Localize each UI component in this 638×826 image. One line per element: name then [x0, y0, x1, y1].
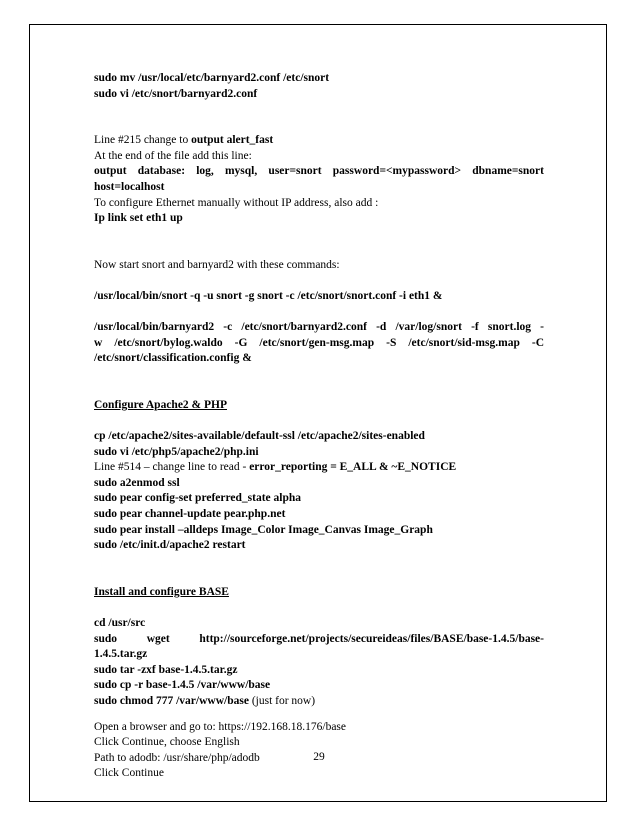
instruction-choose-english: Click Continue, choose English [94, 736, 240, 749]
cmd-pear-channel-update: sudo pear channel-update pear.php.net [94, 508, 286, 521]
cmd-mv-barnyard-conf: sudo mv /usr/local/etc/barnyard2.conf /etc/snort [94, 72, 330, 84]
heading-install-base: Install and configure BASE [94, 585, 229, 598]
instruction-adodb-path: Path to adodb: /usr/share/php/adodb [94, 751, 260, 764]
cmd-apache-restart: sudo /etc/init.d/apache2 restart [94, 539, 246, 552]
cmd-pear-config: sudo pear config-set preferred_state alpha [94, 492, 301, 505]
cmd-a2enmod: sudo a2enmod ssl [94, 476, 180, 489]
cmd-barnyard2-part3: /etc/snort/classification.config & [94, 352, 252, 365]
instruction-line-514: Line #514 – change line to read - error_reporting = E_ALL & ~E_NOTICE [94, 461, 457, 474]
cmd-barnyard2-part2: w /etc/snort/bylog.waldo -G /etc/snort/gen-msg.map -S /etc/snort/sid-msg.map -C [94, 336, 544, 349]
cmd-cp-default-ssl: cp /etc/apache2/sites-available/default-ssl /etc/apache2/sites-enabled [94, 430, 425, 443]
cmd-snort: /usr/local/bin/snort -q -u snort -g snort -c /etc/snort/snort.conf -i eth1 & [94, 289, 443, 302]
cmd-vi-php-ini: sudo vi /etc/php5/apache2/php.ini [94, 445, 259, 458]
instruction-line-215: Line #215 change to output alert_fast [94, 134, 274, 147]
instruction-ethernet: To configure Ethernet manually without IP address, also add : [94, 196, 379, 209]
document-body [94, 71, 544, 782]
cmd-wget-base-cont: 1.4.5.tar.gz [94, 648, 148, 661]
config-output-database: output database: log, mysql, user=snort password=<mypassword> dbname=snort [94, 165, 544, 178]
cmd-ip-link: Ip link set eth1 up [94, 212, 183, 225]
cmd-chmod-base: sudo chmod 777 /var/www/base (just for now) [94, 695, 316, 707]
instruction-open-browser: Open a browser and go to: https://192.168.18.176/base [94, 720, 347, 733]
config-host: host=localhost [94, 180, 165, 193]
instruction-click-continue: Click Continue [94, 767, 164, 780]
cmd-cp-base: sudo cp -r base-1.4.5 /var/www/base [94, 679, 271, 692]
cmd-vi-barnyard-conf: sudo vi /etc/snort/barnyard2.conf [94, 87, 258, 100]
cmd-pear-install: sudo pear install –alldeps Image_Color Image_Canvas Image_Graph [94, 523, 433, 536]
cmd-barnyard2-part1: /usr/local/bin/barnyard2 -c /etc/snort/barnyard2.conf -d /var/log/snort -f snort.log - [94, 321, 544, 334]
cmd-cd-src: cd /usr/src [94, 617, 146, 630]
instruction-end-of-file: At the end of the file add this line: [94, 149, 252, 162]
heading-configure-apache: Configure Apache2 & PHP [94, 398, 227, 411]
cmd-wget-base: sudo wget http://sourceforge.net/projects/secureideas/files/BASE/base-1.4.5/base- [94, 632, 544, 645]
instruction-start-snort: Now start snort and barnyard2 with these commands: [94, 258, 340, 271]
cmd-tar-base: sudo tar -zxf base-1.4.5.tar.gz [94, 663, 238, 676]
page-number: 29 [313, 751, 325, 763]
